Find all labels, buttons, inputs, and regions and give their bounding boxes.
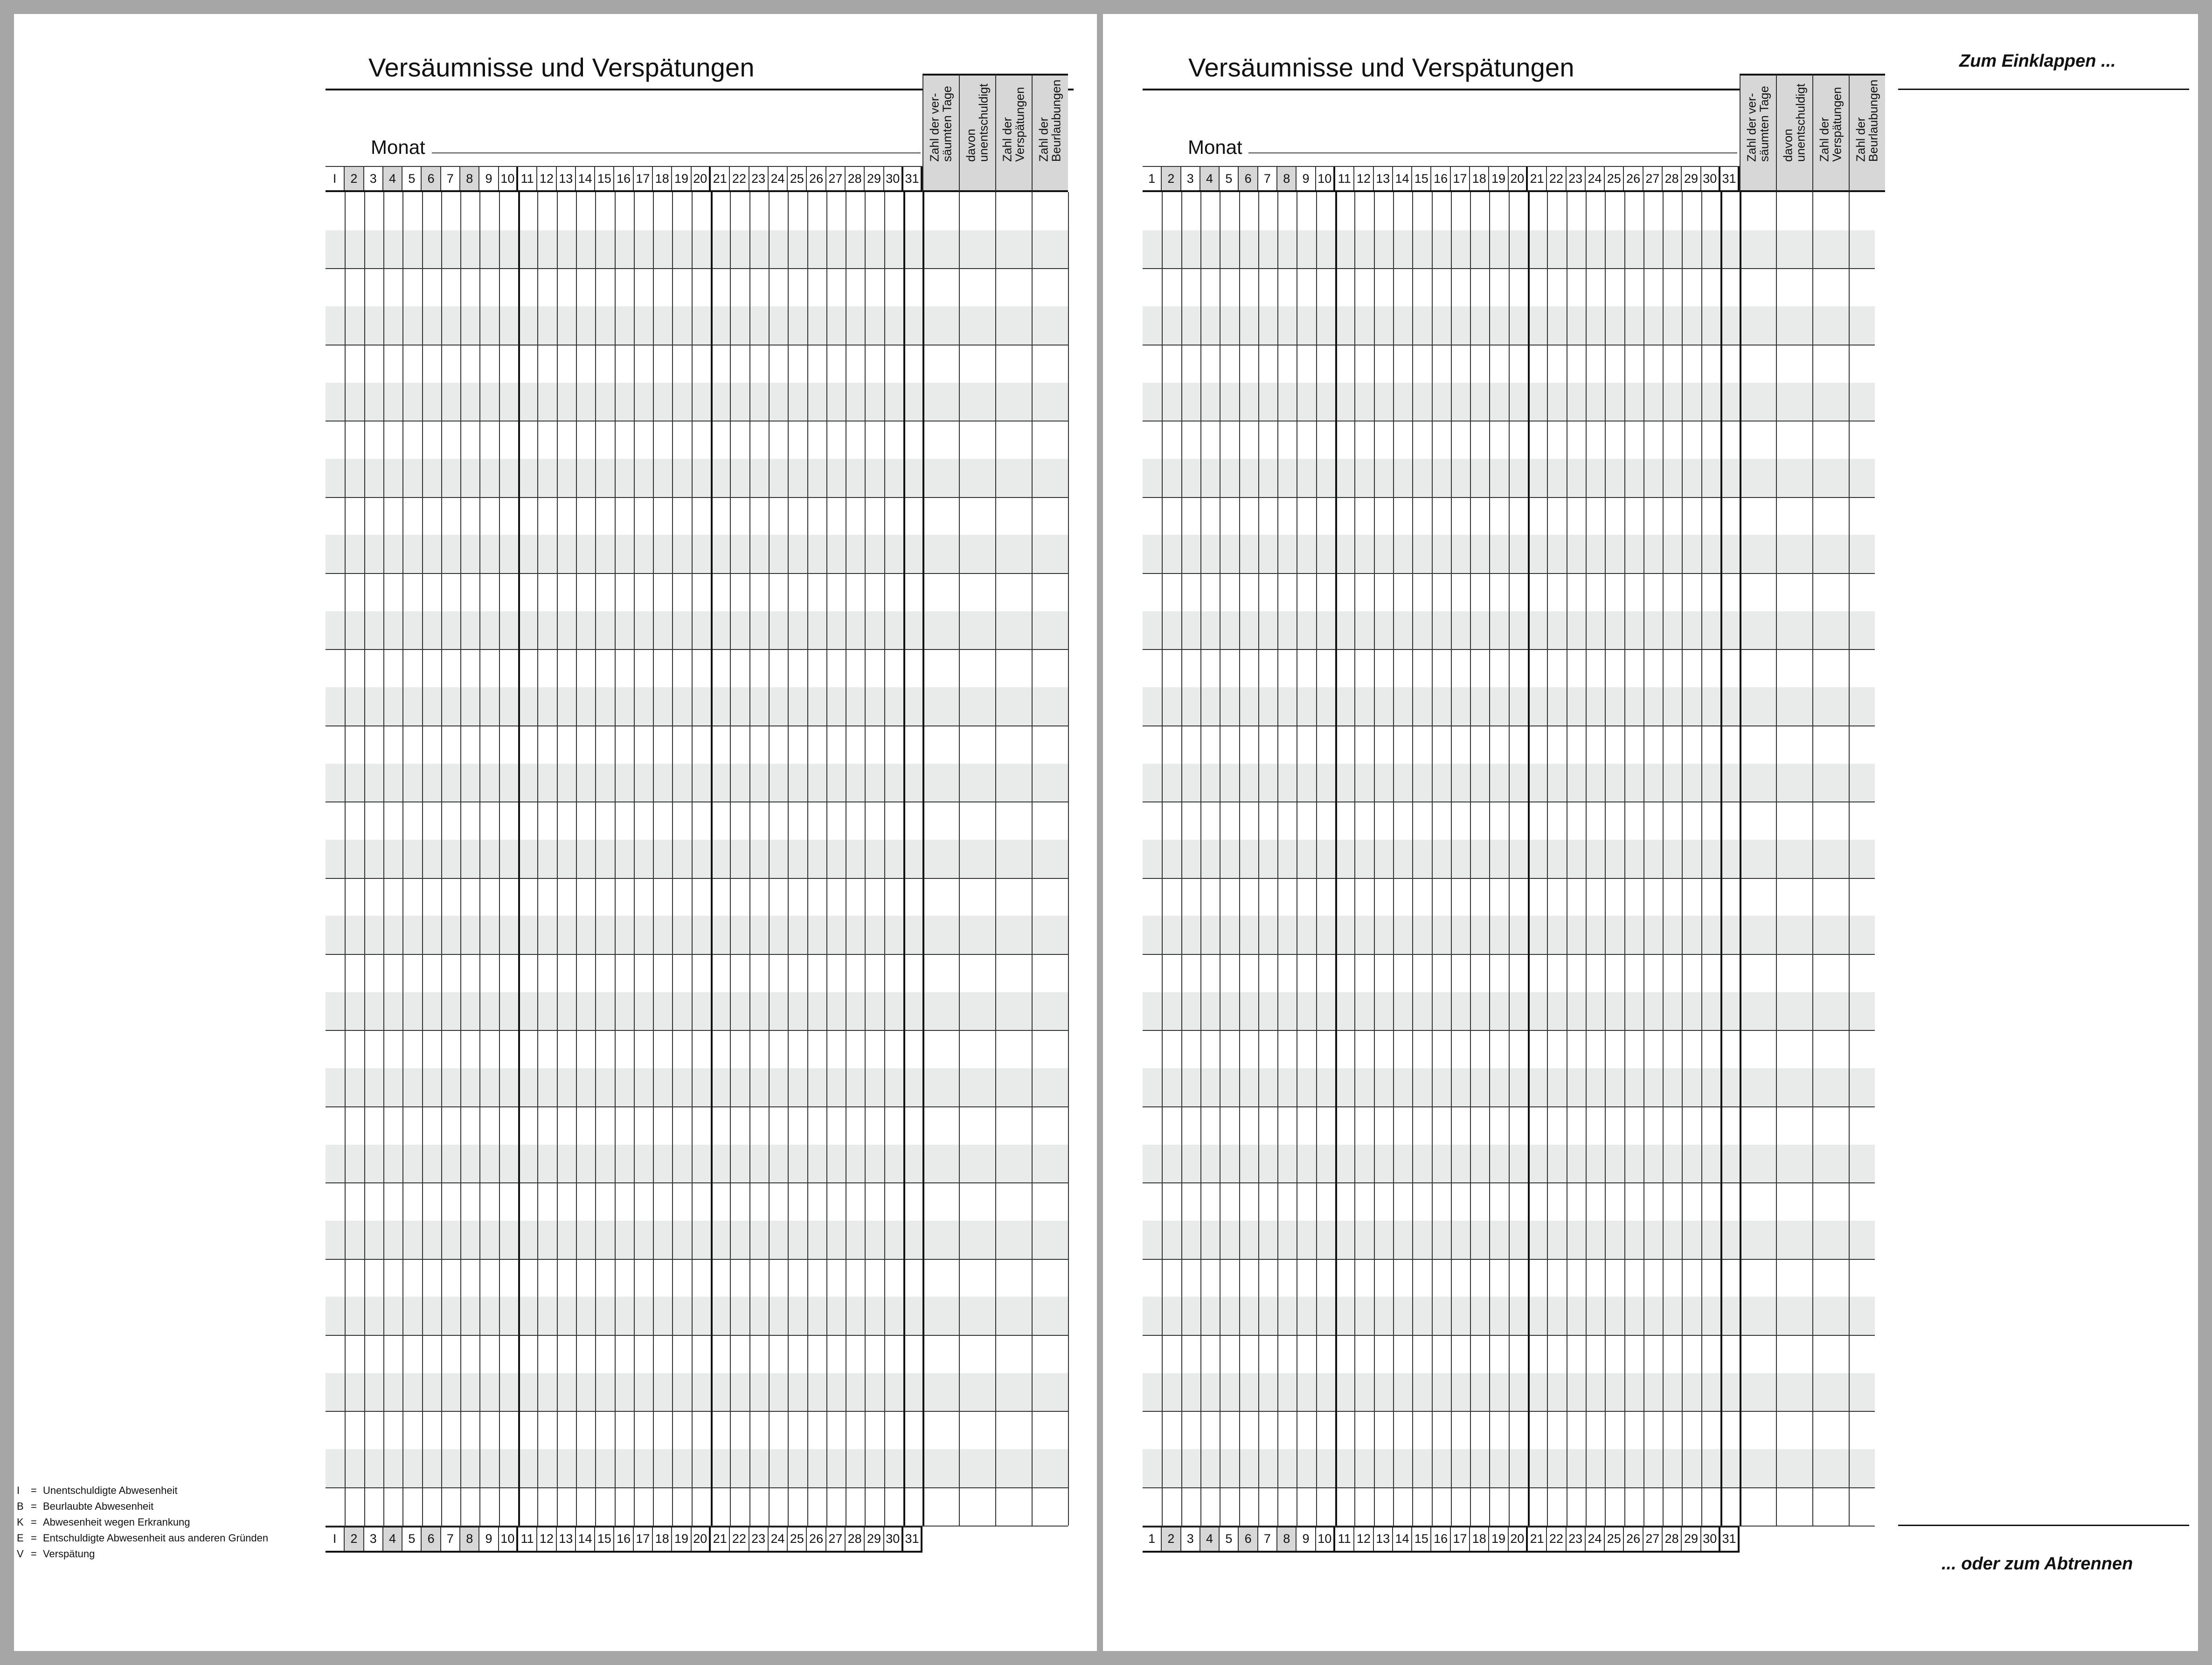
column-divider <box>672 192 673 1526</box>
entry-row[interactable] <box>326 1259 1068 1297</box>
day-label-9: 9 <box>479 1527 499 1551</box>
day-label-15: 15 <box>1412 167 1431 190</box>
day-header-row <box>1143 166 1740 192</box>
column-divider <box>537 192 538 1526</box>
entry-row[interactable] <box>326 878 1068 916</box>
left-form-page <box>14 14 1097 1651</box>
day-label-17: 17 <box>634 167 653 190</box>
day-label-30: 30 <box>1701 167 1720 190</box>
column-divider <box>557 192 558 1526</box>
day-label-17: 17 <box>1451 1527 1470 1551</box>
day-label-16: 16 <box>1431 1527 1450 1551</box>
day-label-4: 4 <box>1200 167 1220 190</box>
day-label-13: 13 <box>1374 167 1393 190</box>
legend-row: V = Verspätung <box>17 1548 95 1560</box>
column-divider <box>1432 192 1433 1526</box>
entry-row[interactable] <box>326 1182 1068 1221</box>
column-divider <box>1277 192 1278 1526</box>
day-label-8: 8 <box>1277 1527 1297 1551</box>
day-label-12: 12 <box>1354 1527 1373 1551</box>
column-divider <box>345 192 346 1526</box>
day-label-15: 15 <box>1412 1527 1431 1551</box>
day-label-24: 24 <box>1586 167 1605 190</box>
entry-row[interactable] <box>326 1297 1068 1335</box>
summary-header-label: Zahl der Beurlaubungen <box>1854 80 1881 162</box>
day-label-2: 2 <box>345 1527 364 1551</box>
day-label-14: 14 <box>576 167 595 190</box>
entry-row[interactable] <box>326 1373 1068 1411</box>
entry-grid[interactable] <box>326 192 1068 1526</box>
column-divider <box>1663 192 1664 1526</box>
day-label-11: 11 <box>1335 167 1354 190</box>
column-divider <box>1547 192 1548 1526</box>
day-label-16: 16 <box>1431 167 1450 190</box>
entry-row[interactable] <box>326 725 1068 764</box>
day-label-11: 11 <box>518 1527 537 1551</box>
summary-header-label: Zahl der ver- säumten Tage <box>928 86 955 162</box>
summary-header-label: davon unentschuldigt <box>964 83 991 162</box>
day-label-20: 20 <box>692 167 711 190</box>
day-label-6: 6 <box>1239 1527 1258 1551</box>
entry-row[interactable] <box>326 383 1068 421</box>
column-divider <box>1489 192 1490 1526</box>
column-divider <box>1776 192 1777 1526</box>
day-label-12: 12 <box>537 167 556 190</box>
summary-header-label: Zahl der Verspätungen <box>1000 87 1027 162</box>
day-label-7: 7 <box>441 167 460 190</box>
day-label-15: 15 <box>595 1527 614 1551</box>
page-title: Versäumnisse und Verspätungen <box>1188 53 1574 82</box>
column-divider <box>1239 192 1240 1526</box>
entry-row[interactable] <box>326 649 1068 687</box>
column-divider <box>460 192 461 1526</box>
day-label-29: 29 <box>1682 1527 1701 1551</box>
day-label-1: 1 <box>1143 1527 1162 1551</box>
column-divider <box>634 192 635 1526</box>
day-label-31: 31 <box>1720 1527 1740 1551</box>
column-divider <box>730 192 731 1526</box>
column-divider <box>1720 192 1722 1526</box>
entry-row[interactable] <box>326 535 1068 573</box>
column-divider <box>1509 192 1510 1526</box>
column-divider <box>788 192 789 1526</box>
fold-rule-top <box>1898 89 2189 90</box>
day-label-19: 19 <box>672 167 691 190</box>
column-divider <box>1335 192 1337 1526</box>
entry-row[interactable] <box>326 306 1068 345</box>
legend <box>17 1483 268 1562</box>
entry-row[interactable] <box>326 1106 1068 1145</box>
column-divider <box>1068 192 1069 1526</box>
day-footer-row <box>1143 1526 1740 1553</box>
day-label-24: 24 <box>769 1527 788 1551</box>
day-label-22: 22 <box>1547 167 1566 190</box>
day-label-29: 29 <box>865 167 884 190</box>
entry-row[interactable] <box>326 1145 1068 1183</box>
day-header-row <box>326 166 922 192</box>
day-label-29: 29 <box>865 1527 884 1551</box>
right-form-page <box>1103 14 2198 1651</box>
column-divider <box>903 192 905 1526</box>
day-label-5: 5 <box>1220 1527 1239 1551</box>
summary-header-label: Zahl der Verspätungen <box>1817 87 1844 162</box>
entry-row[interactable] <box>326 192 1068 230</box>
day-label-1: I <box>326 167 345 190</box>
column-divider <box>769 192 770 1526</box>
day-label-22: 22 <box>730 167 749 190</box>
day-label-6: 6 <box>422 1527 441 1551</box>
day-label-26: 26 <box>807 167 826 190</box>
entry-row[interactable] <box>326 1411 1068 1449</box>
day-label-21: 21 <box>1528 1527 1547 1551</box>
day-label-10: 10 <box>499 1527 518 1551</box>
column-divider <box>826 192 827 1526</box>
fold-rule-bottom <box>1898 1525 2189 1526</box>
day-label-27: 27 <box>1643 1527 1663 1551</box>
day-label-12: 12 <box>1354 167 1373 190</box>
day-label-26: 26 <box>1624 1527 1643 1551</box>
day-label-11: 11 <box>1335 1527 1354 1551</box>
day-label-1: I <box>326 1527 345 1551</box>
day-label-2: 2 <box>1162 1527 1181 1551</box>
day-label-19: 19 <box>1489 167 1508 190</box>
day-label-13: 13 <box>557 167 576 190</box>
entry-row[interactable] <box>326 687 1068 725</box>
day-label-17: 17 <box>634 1527 653 1551</box>
column-divider <box>653 192 654 1526</box>
column-divider <box>518 192 520 1526</box>
column-divider <box>922 192 924 1526</box>
entry-row[interactable] <box>326 459 1068 497</box>
entry-row[interactable] <box>326 421 1068 459</box>
day-label-3: 3 <box>1181 167 1200 190</box>
column-divider <box>1812 192 1813 1526</box>
column-divider <box>1354 192 1355 1526</box>
fold-hint-bottom: ... oder zum Abtrennen <box>1942 1554 2133 1574</box>
fold-hint-top: Zum Einklappen ... <box>1959 51 2116 71</box>
column-divider <box>711 192 713 1526</box>
monat-label: Monat <box>1188 136 1242 158</box>
column-divider <box>1624 192 1625 1526</box>
column-divider <box>1451 192 1452 1526</box>
summary-column-header <box>1740 74 1776 192</box>
day-label-8: 8 <box>1277 167 1297 190</box>
summary-column-header <box>1849 74 1885 192</box>
entry-row[interactable] <box>326 764 1068 802</box>
legend-row: E = Entschuldigte Abwesenheit aus anderen Gründen <box>17 1532 269 1544</box>
day-label-3: 3 <box>1181 1527 1200 1551</box>
row-divider <box>1143 1526 1875 1527</box>
column-divider <box>383 192 384 1526</box>
day-label-30: 30 <box>884 1527 903 1551</box>
day-label-23: 23 <box>749 167 769 190</box>
entry-row[interactable] <box>326 1335 1068 1373</box>
day-label-24: 24 <box>769 167 788 190</box>
day-label-7: 7 <box>1258 1527 1277 1551</box>
day-label-27: 27 <box>826 167 846 190</box>
legend-row: B = Beurlaubte Abwesenheit <box>17 1500 154 1512</box>
day-label-7: 7 <box>441 1527 460 1551</box>
day-label-9: 9 <box>479 167 499 190</box>
summary-header-label: Zahl der Beurlaubungen <box>1037 80 1064 162</box>
column-divider <box>995 192 996 1526</box>
day-label-6: 6 <box>422 167 441 190</box>
day-label-28: 28 <box>1663 167 1682 190</box>
summary-column-header <box>922 74 959 192</box>
day-footer-row <box>326 1526 922 1553</box>
day-label-26: 26 <box>807 1527 826 1551</box>
day-label-28: 28 <box>1663 1527 1682 1551</box>
day-label-5: 5 <box>402 1527 422 1551</box>
column-divider <box>1740 192 1741 1526</box>
day-label-27: 27 <box>1643 167 1663 190</box>
summary-column-header <box>1776 74 1812 192</box>
day-label-23: 23 <box>1567 1527 1586 1551</box>
day-label-10: 10 <box>499 167 518 190</box>
day-label-23: 23 <box>749 1527 769 1551</box>
column-divider <box>499 192 500 1526</box>
day-label-29: 29 <box>1682 167 1701 190</box>
summary-column-header <box>1032 74 1068 192</box>
day-label-18: 18 <box>1470 167 1489 190</box>
column-divider <box>865 192 866 1526</box>
day-label-25: 25 <box>1605 167 1624 190</box>
day-label-31: 31 <box>1720 167 1740 190</box>
day-label-19: 19 <box>672 1527 691 1551</box>
day-label-14: 14 <box>1393 1527 1412 1551</box>
day-label-2: 2 <box>1162 167 1181 190</box>
day-label-25: 25 <box>788 167 807 190</box>
column-divider <box>576 192 577 1526</box>
day-label-15: 15 <box>595 167 614 190</box>
column-divider <box>1586 192 1587 1526</box>
column-divider <box>1528 192 1530 1526</box>
summary-column-header <box>959 74 995 192</box>
entry-row[interactable] <box>326 916 1068 954</box>
column-divider <box>1849 192 1850 1526</box>
day-label-30: 30 <box>884 167 903 190</box>
column-divider <box>1162 192 1163 1526</box>
column-divider <box>692 192 693 1526</box>
column-divider <box>1393 192 1394 1526</box>
day-label-17: 17 <box>1451 167 1470 190</box>
monat-label: Monat <box>371 136 425 158</box>
day-label-13: 13 <box>557 1527 576 1551</box>
summary-column-header <box>995 74 1032 192</box>
column-divider <box>807 192 808 1526</box>
day-label-21: 21 <box>711 1527 730 1551</box>
entry-row[interactable] <box>326 230 1068 269</box>
column-divider <box>479 192 480 1526</box>
day-label-28: 28 <box>846 167 865 190</box>
day-label-10: 10 <box>1316 1527 1335 1551</box>
entry-row[interactable] <box>326 992 1068 1030</box>
day-label-26: 26 <box>1624 167 1643 190</box>
column-divider <box>1643 192 1644 1526</box>
monat-line[interactable] <box>432 152 921 153</box>
column-divider <box>1412 192 1413 1526</box>
column-divider <box>1682 192 1683 1526</box>
day-label-11: 11 <box>518 167 537 190</box>
entry-row[interactable] <box>326 1068 1068 1106</box>
entry-row[interactable] <box>326 1487 1068 1526</box>
column-divider <box>1200 192 1201 1526</box>
day-label-18: 18 <box>653 1527 672 1551</box>
day-label-20: 20 <box>1509 167 1528 190</box>
day-label-14: 14 <box>576 1527 595 1551</box>
column-divider <box>402 192 403 1526</box>
entry-row[interactable] <box>326 573 1068 611</box>
entry-row[interactable] <box>326 840 1068 878</box>
day-label-24: 24 <box>1586 1527 1605 1551</box>
column-divider <box>1470 192 1471 1526</box>
day-label-18: 18 <box>1470 1527 1489 1551</box>
day-label-9: 9 <box>1297 167 1316 190</box>
entry-row[interactable] <box>326 954 1068 992</box>
day-label-16: 16 <box>614 1527 633 1551</box>
column-divider <box>1701 192 1702 1526</box>
entry-row[interactable] <box>326 1449 1068 1487</box>
entry-row[interactable] <box>326 1221 1068 1259</box>
day-label-23: 23 <box>1567 167 1586 190</box>
day-label-12: 12 <box>537 1527 556 1551</box>
day-label-4: 4 <box>1200 1527 1220 1551</box>
column-divider <box>1605 192 1606 1526</box>
row-divider <box>326 1526 1068 1527</box>
day-label-13: 13 <box>1374 1527 1393 1551</box>
day-label-8: 8 <box>460 1527 479 1551</box>
entry-row[interactable] <box>326 801 1068 840</box>
column-divider <box>1032 192 1033 1526</box>
summary-header-label: davon unentschuldigt <box>1781 83 1808 162</box>
day-label-31: 31 <box>903 1527 922 1551</box>
day-label-20: 20 <box>1509 1527 1528 1551</box>
day-label-31: 31 <box>903 167 922 190</box>
day-label-21: 21 <box>711 167 730 190</box>
entry-grid[interactable] <box>1143 192 1875 1526</box>
entry-row[interactable] <box>326 1030 1068 1068</box>
column-divider <box>441 192 442 1526</box>
day-label-19: 19 <box>1489 1527 1508 1551</box>
column-divider <box>422 192 423 1526</box>
day-label-22: 22 <box>730 1527 749 1551</box>
day-label-1: 1 <box>1143 167 1162 190</box>
day-label-25: 25 <box>788 1527 807 1551</box>
column-divider <box>364 192 365 1526</box>
column-divider <box>884 192 885 1526</box>
column-divider <box>1316 192 1317 1526</box>
monat-line[interactable] <box>1248 152 1737 153</box>
day-label-16: 16 <box>614 167 633 190</box>
day-label-3: 3 <box>364 1527 383 1551</box>
summary-column-header <box>1812 74 1849 192</box>
day-label-6: 6 <box>1239 167 1258 190</box>
column-divider <box>1374 192 1375 1526</box>
entry-row[interactable] <box>326 345 1068 383</box>
day-label-4: 4 <box>383 167 402 190</box>
entry-row[interactable] <box>326 611 1068 649</box>
day-label-9: 9 <box>1297 1527 1316 1551</box>
column-divider <box>1181 192 1182 1526</box>
day-label-2: 2 <box>345 167 364 190</box>
column-divider <box>595 192 596 1526</box>
day-label-4: 4 <box>383 1527 402 1551</box>
day-label-14: 14 <box>1393 167 1412 190</box>
day-label-5: 5 <box>1220 167 1239 190</box>
day-label-5: 5 <box>402 167 422 190</box>
legend-row: K = Abwesenheit wegen Erkrankung <box>17 1516 190 1528</box>
day-label-20: 20 <box>692 1527 711 1551</box>
entry-row[interactable] <box>326 268 1068 306</box>
day-label-25: 25 <box>1605 1527 1624 1551</box>
entry-row[interactable] <box>326 497 1068 535</box>
summary-header-label: Zahl der ver- säumten Tage <box>1745 86 1772 162</box>
day-label-22: 22 <box>1547 1527 1566 1551</box>
column-divider <box>1258 192 1259 1526</box>
day-label-8: 8 <box>460 167 479 190</box>
day-label-21: 21 <box>1528 167 1547 190</box>
page-title: Versäumnisse und Verspätungen <box>368 53 755 82</box>
column-divider <box>749 192 750 1526</box>
column-divider <box>615 192 616 1526</box>
legend-row: I = Unentschuldigte Abwesenheit <box>17 1485 178 1496</box>
day-label-7: 7 <box>1258 167 1277 190</box>
column-divider <box>959 192 960 1526</box>
day-label-10: 10 <box>1316 167 1335 190</box>
day-label-3: 3 <box>364 167 383 190</box>
day-label-30: 30 <box>1701 1527 1720 1551</box>
day-label-27: 27 <box>826 1527 846 1551</box>
day-label-28: 28 <box>846 1527 865 1551</box>
day-label-18: 18 <box>653 167 672 190</box>
